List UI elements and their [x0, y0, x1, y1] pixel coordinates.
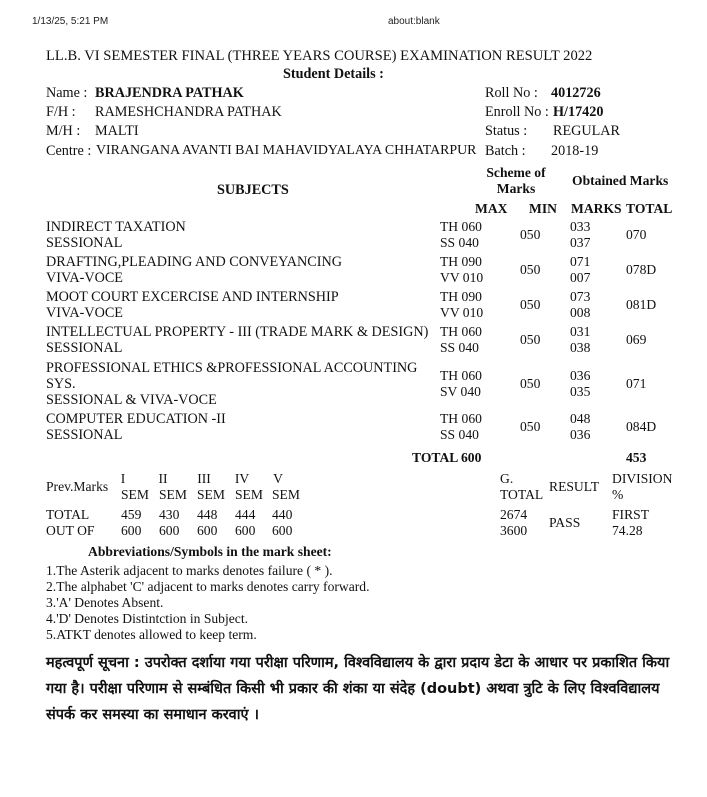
max-viva: VV 010 — [440, 305, 484, 320]
max-sessional: SS 040 — [440, 235, 479, 250]
roll-label: Roll No : — [485, 85, 538, 101]
scheme-header-line1: Scheme of — [486, 165, 546, 180]
centre-name: VIRANGANA AVANTI BAI MAHAVIDYALAYA CHHATARPUR — [96, 143, 477, 158]
max-theory: TH 090 — [440, 254, 482, 269]
abbreviations-heading: Abbreviations/Symbols in the mark sheet: — [88, 544, 332, 559]
batch-label: Batch : — [485, 143, 526, 159]
max-theory: TH 060 — [440, 324, 482, 339]
father-name: RAMESHCHANDRA PATHAK — [95, 104, 282, 120]
marks-theory: 073 — [570, 289, 591, 304]
marks-theory: 031 — [570, 324, 591, 339]
subject-name: INTELLECTUAL PROPERTY - III (TRADE MARK & DESIGN) — [46, 324, 429, 340]
subject-name: INDIRECT TAXATION — [46, 219, 186, 235]
status-value: REGULAR — [553, 123, 620, 139]
sem-3-label: SEM — [197, 487, 225, 502]
abbreviation-item: 2.The alphabet 'C' adjacent to marks denotes carry forward. — [46, 579, 370, 594]
sem-4-out-of: 600 — [235, 523, 256, 538]
student-details-heading: Student Details : — [283, 66, 384, 82]
fh-label: F/H : — [46, 104, 76, 120]
max-theory: TH 060 — [440, 219, 482, 234]
marks-header: MARKS — [571, 201, 622, 216]
subject-component: VIVA-VOCE — [46, 270, 123, 286]
sem-1-total: 459 — [121, 507, 142, 522]
subject-name: MOOT COURT EXCERCISE AND INTERNSHIP — [46, 289, 339, 305]
sem-1-out-of: 600 — [121, 523, 142, 538]
min-marks: 050 — [520, 419, 541, 434]
subject-total: 071 — [626, 376, 647, 391]
sem-3-out-of: 600 — [197, 523, 218, 538]
name-label: Name : — [46, 85, 88, 101]
total-max-label: TOTAL 600 — [412, 450, 482, 465]
marks-theory: 071 — [570, 254, 591, 269]
subject-component: SESSIONAL — [46, 340, 123, 356]
min-marks: 050 — [520, 297, 541, 312]
marks-sessional: 036 — [570, 427, 591, 442]
print-datetime: 1/13/25, 5:21 PM — [32, 16, 109, 27]
marks-viva: 008 — [570, 305, 591, 320]
sem-4-number: IV — [234, 471, 250, 486]
sem-2-label: SEM — [159, 487, 187, 502]
subject-name: DRAFTING,PLEADING AND CONVEYANCING — [46, 254, 342, 270]
sem-5-number: V — [273, 471, 283, 486]
subject-component: VIVA-VOCE — [46, 305, 123, 321]
centre-label: Centre : — [46, 143, 92, 159]
percentage-value: 74.28 — [612, 523, 643, 538]
division-header-line2: % — [612, 487, 624, 502]
subjects-header: SUBJECTS — [217, 182, 289, 198]
sem-4-label: SEM — [235, 487, 263, 502]
batch-value: 2018-19 — [551, 143, 599, 159]
abbreviation-item: 3.'A' Denotes Absent. — [46, 595, 164, 610]
subject-total: 078D — [626, 262, 657, 277]
enroll-label: Enroll No : — [485, 104, 549, 120]
sem-2-total: 430 — [159, 507, 180, 522]
sem-3-number: III — [197, 471, 211, 486]
max-sessional: SS 040 — [440, 340, 479, 355]
max-theory: TH 060 — [440, 411, 482, 426]
subject-name: PROFESSIONAL ETHICS &PROFESSIONAL ACCOUNTING — [46, 360, 418, 376]
sem-1-label: SEM — [121, 487, 149, 502]
marks-theory: 048 — [570, 411, 591, 426]
min-header: MIN — [529, 201, 557, 216]
subject-name-continued: SYS. — [46, 376, 76, 392]
abbreviation-item: 4.'D' Denotes Distintction in Subject. — [46, 611, 248, 626]
important-notice: महत्वपूर्ण सूचना : उपरोक्त दर्शाया गया परीक्षा परिणाम, विश्वविद्यालय के द्वारा प्रदाय डेटा के आधार पर प्रकाशित किया गया है। परीक्षा परिणाम से सम्बंधित किसी भी प्रकार की शंका या संदेह (doubt) अथवा त्रुटि के लिए विश्वविद्यालय संपर्क कर समस्या का समाधान करवाएं । — [46, 655, 670, 723]
min-marks: 050 — [520, 332, 541, 347]
sem-2-number: II — [158, 471, 168, 486]
grand-obtained-total: 453 — [626, 450, 647, 465]
abbreviation-item: 5.ATKT denotes allowed to keep term. — [46, 627, 257, 642]
sem-5-label: SEM — [272, 487, 300, 502]
min-marks: 050 — [520, 376, 541, 391]
max-theory: TH 090 — [440, 289, 482, 304]
marks-viva: 007 — [570, 270, 591, 285]
result-header: RESULT — [549, 479, 600, 494]
g-total-header-line1: G. — [500, 471, 514, 486]
roll-number: 4012726 — [551, 85, 601, 101]
max-sessional-viva: SV 040 — [440, 384, 481, 399]
max-theory: TH 060 — [440, 368, 482, 383]
subject-component: SESSIONAL — [46, 235, 123, 251]
sem-5-out-of: 600 — [272, 523, 293, 538]
subject-total: 084D — [626, 419, 657, 434]
result-value: PASS — [549, 515, 581, 530]
max-sessional: SS 040 — [440, 427, 479, 442]
obtained-header: Obtained Marks — [572, 173, 669, 188]
total-header: TOTAL — [626, 201, 673, 216]
mh-label: M/H : — [46, 123, 81, 139]
division-value: FIRST — [612, 507, 650, 522]
max-viva: VV 010 — [440, 270, 484, 285]
scheme-header-line2: Marks — [496, 181, 536, 196]
enroll-number: H/17420 — [553, 104, 604, 120]
marks-sessional-viva: 035 — [570, 384, 591, 399]
subject-component: SESSIONAL & VIVA-VOCE — [46, 392, 217, 408]
min-marks: 050 — [520, 227, 541, 242]
sem-2-out-of: 600 — [159, 523, 180, 538]
out-of-row-label: OUT OF — [46, 523, 95, 538]
marks-sessional: 038 — [570, 340, 591, 355]
subject-component: SESSIONAL — [46, 427, 123, 443]
g-total-header-line2: TOTAL — [500, 487, 544, 502]
grand-total-value: 2674 — [500, 507, 528, 522]
mother-name: MALTI — [95, 123, 139, 139]
student-name: BRAJENDRA PATHAK — [95, 85, 244, 101]
sem-3-total: 448 — [197, 507, 218, 522]
marks-sessional: 037 — [570, 235, 591, 250]
subject-total: 069 — [626, 332, 647, 347]
subject-name: COMPUTER EDUCATION -II — [46, 411, 226, 427]
min-marks: 050 — [520, 262, 541, 277]
print-url: about:blank — [388, 16, 440, 27]
total-row-label: TOTAL — [46, 507, 90, 522]
sem-5-total: 440 — [272, 507, 293, 522]
max-header: MAX — [475, 201, 508, 216]
status-label: Status : — [485, 123, 528, 139]
grand-total-out-of: 3600 — [500, 523, 528, 538]
sem-4-total: 444 — [235, 507, 256, 522]
marks-theory: 033 — [570, 219, 591, 234]
prev-marks-label: Prev.Marks — [46, 479, 109, 494]
exam-title: LL.B. VI SEMESTER FINAL (THREE YEARS COURSE) EXAMINATION RESULT 2022 — [46, 48, 593, 64]
division-header-line1: DIVISION — [612, 471, 673, 486]
subject-total: 081D — [626, 297, 657, 312]
abbreviation-item: 1.The Asterik adjacent to marks denotes failure ( * ). — [46, 563, 333, 578]
marks-theory: 036 — [570, 368, 591, 383]
subject-total: 070 — [626, 227, 647, 242]
sem-1-number: I — [120, 471, 126, 486]
